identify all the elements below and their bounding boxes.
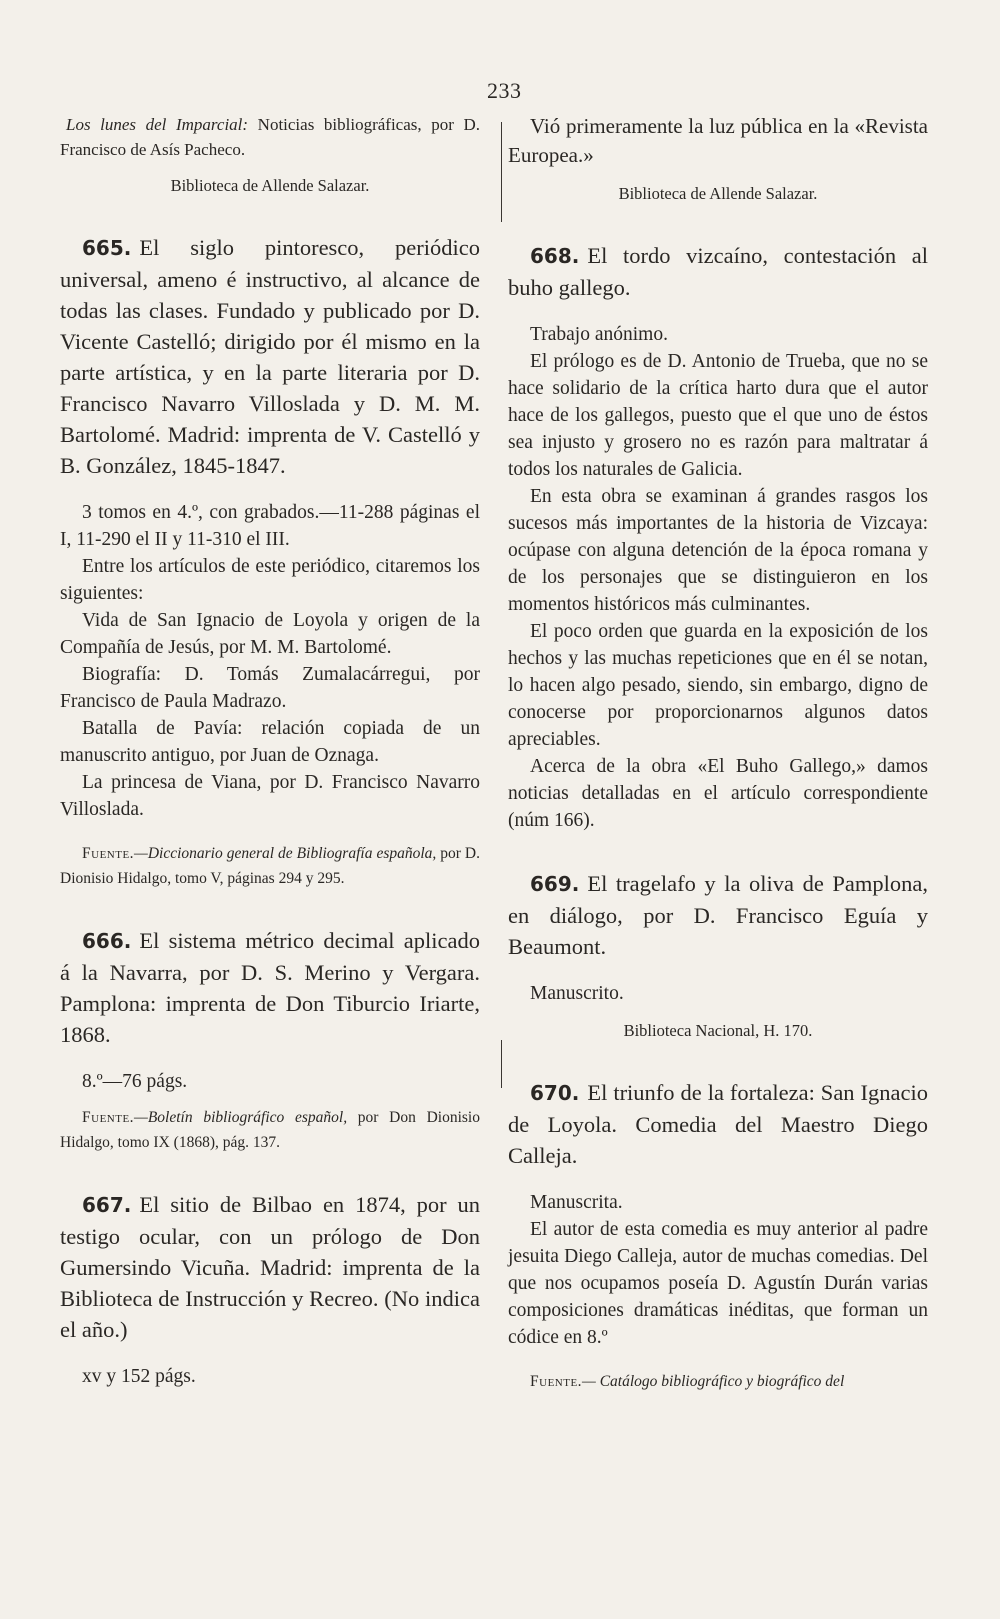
- source-label: Fuente.: [82, 1109, 135, 1126]
- entry-667-title: [60, 1189, 480, 1345]
- continued-header: [60, 112, 480, 162]
- left-column: [60, 112, 480, 1390]
- entry-668-paragraph: El prólogo es de D. Antonio de Trueba, que no se hace solidario de la crítica harto dura que el autor hace de los gallegos, puesto que el que uno de éstos sea injusto y grosero no es razón para maltratar á todos los naturales de Galicia.: [508, 351, 928, 480]
- entry-665-paragraph: Vida de San Ignacio de Loyola y origen de la Compañía de Jesús, por M. M. Bartolomé.: [60, 610, 480, 658]
- entry-670-paragraph: Manuscrita.: [530, 1192, 623, 1213]
- column-rule-top: [501, 122, 502, 222]
- source-title: — Catálogo bibliográfico y biográfico del: [582, 1373, 845, 1390]
- entry-668-paragraph: Trabajo anónimo.: [530, 324, 668, 345]
- entry-665-paragraph: Batalla de Pavía: relación copiada de un manuscrito antiguo, por Juan de Oznaga.: [60, 718, 480, 766]
- entry-670-paragraph: El autor de esta comedia es muy anterior al padre jesuita Diego Calleja, autor de muchas comedias. Del que nos ocupamos poseía D. Agustín Durán varias composiciones dramáticas inéditas, que forman un códice en 8.º: [508, 1219, 928, 1348]
- entry-666-source: [60, 1105, 480, 1155]
- entry-666-description: 8.º—76 págs.: [82, 1071, 188, 1092]
- entry-668-paragraph: El poco orden que guarda en la exposición de los hechos y las muchas repeticiones que en él se notan, lo hacen algo pesado, siendo, sin embargo, digno de conocerse por proporcionarnos algunos datos apreciables.: [508, 621, 928, 750]
- entry-669-paragraph: Manuscrito.: [530, 983, 624, 1004]
- entry-665-number: 665.: [82, 236, 132, 260]
- column-rule-lower: [501, 1040, 502, 1088]
- entry-670-number: 670.: [530, 1081, 580, 1105]
- entry-667-number: 667.: [82, 1193, 132, 1217]
- source-title: —Diccionario general de Bibliografía española,: [134, 845, 437, 862]
- entry-670-source: [508, 1369, 928, 1394]
- entry-666-number: 666.: [82, 929, 132, 953]
- source-title: —Boletín bibliográfico español,: [134, 1109, 348, 1126]
- right-column: [508, 112, 928, 1394]
- library-note: Biblioteca de Allende Salazar.: [618, 184, 818, 203]
- entry-668-text: El tordo vizcaíno, contestación al buho gallego.: [508, 243, 928, 300]
- entry-668-paragraph: En esta obra se examinan á grandes rasgos los sucesos más importantes de la historia de Vizcaya: ocúpase con alguna detención de la época romana y de los personajes que se distinguieron en los momentos históricos más culminantes.: [508, 486, 928, 615]
- entry-665-paragraph: Biografía: D. Tomás Zumalacárregui, por Francisco de Paula Madrazo.: [60, 664, 480, 712]
- entry-669-title: [508, 868, 928, 962]
- entry-665-paragraph: Entre los artículos de este periódico, citaremos los siguientes:: [60, 556, 480, 604]
- source-rest: por Don Dionisio Hidalgo, tomo IX (1868), pág. 137.: [60, 1109, 480, 1151]
- entry-668-paragraph: Acerca de la obra «El Buho Gallego,» damos noticias detalladas en el artículo correspondiente (núm 166).: [508, 756, 928, 831]
- entry-665-paragraph: La princesa de Viana, por D. Francisco Navarro Villoslada.: [60, 772, 480, 820]
- entry-667-description: xv y 152 págs.: [82, 1366, 196, 1387]
- header-italic: Los lunes del Imparcial:: [66, 115, 249, 134]
- entry-665-source: [60, 841, 480, 891]
- entry-669-library: Biblioteca Nacional, H. 170.: [623, 1021, 813, 1040]
- header-rest: Noticias bibliográficas, por D. Francisco de Asís Pacheco.: [60, 115, 480, 159]
- source-rest: por D. Dionisio Hidalgo, tomo V, páginas 294 y 295.: [60, 845, 481, 887]
- entry-666-text: El sistema métrico decimal aplicado á la Navarra, por D. S. Merino y Vergara. Pamplona: imprenta de Don Tiburcio Iriarte, 1868.: [60, 928, 480, 1047]
- page-number: 233: [487, 78, 522, 103]
- entry-666-title: [60, 925, 480, 1050]
- source-label: Fuente.: [530, 1373, 583, 1390]
- entry-670-title: [508, 1077, 928, 1171]
- library-note: Biblioteca de Allende Salazar.: [170, 176, 370, 195]
- entry-668-title: [508, 240, 928, 303]
- entry-669-number: 669.: [530, 872, 580, 896]
- entry-669-text: El tragelafo y la oliva de Pamplona, en diálogo, por D. Francisco Eguía y Beaumont.: [508, 871, 928, 959]
- entry-670-text: El triunfo de la fortaleza: San Ignacio de Loyola. Comedia del Maestro Diego Calleja.: [508, 1080, 928, 1168]
- entry-665-description: 3 tomos en 4.º, con grabados.—11-288 páginas el I, 11-290 el II y 11-310 el III.: [60, 502, 480, 550]
- continued-text: Vió primeramente la luz pública en la «Revista Europea.»: [508, 114, 928, 167]
- entry-668-number: 668.: [530, 244, 580, 268]
- entry-665-title: [60, 232, 480, 481]
- source-label: Fuente.: [82, 845, 135, 862]
- entry-665-text: El siglo pintoresco, periódico universal, ameno é instructivo, al alcance de todas las clases. Fundado y publicado por D. Vicente Castelló; dirigido por él mismo en la parte artística, y en la parte literaria por D. Francisco Navarro Villoslada y D. M. M. Bartolomé. Madrid: imprenta de V. Castelló y B. González, 1845-1847.: [60, 235, 480, 478]
- entry-667-text: El sitio de Bilbao en 1874, por un testigo ocular, con un prólogo de Don Gumersindo Vicuña. Madrid: imprenta de la Biblioteca de Instrucción y Recreo. (No indica el año.): [60, 1192, 480, 1342]
